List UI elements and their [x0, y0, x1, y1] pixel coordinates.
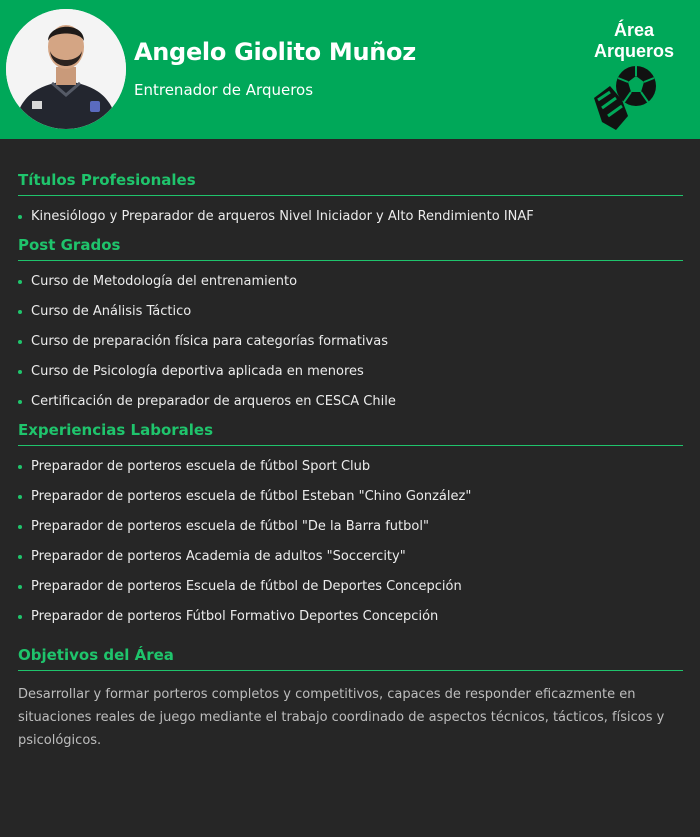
list-item: Preparador de porteros escuela de fútbol Esteban "Chino González" [18, 488, 682, 518]
objetivos-text: Desarrollar y formar porteros completos y competitivos, capaces de responder eficazmente en situaciones reales de juego mediante el trabajo coordinado de aspectos técnicos, tácticos, físicos y psicológicos. [18, 687, 665, 748]
section-title-objetivos: Objetivos del Área [18, 646, 683, 671]
list-titulos [18, 208, 682, 238]
area-title-line2: Arqueros [593, 41, 674, 61]
list-item: Curso de Psicología deportiva aplicada en menores [18, 363, 682, 393]
goalkeeper-glove-ball-icon [588, 62, 660, 134]
list-item: Curso de Metodología del entrenamiento [18, 273, 682, 303]
list-item: Curso de Análisis Táctico [18, 303, 682, 333]
area-title-line1: Área [613, 20, 655, 40]
profile-content [0, 171, 700, 752]
list-item: Preparador de porteros Fútbol Formativo Deportes Concepción [18, 608, 682, 638]
list-item: Curso de preparación física para categorías formativas [18, 333, 682, 363]
list-item: Preparador de porteros escuela de fútbol "De la Barra futbol" [18, 518, 682, 548]
coach-portrait-icon [6, 9, 126, 129]
area-title [584, 20, 684, 62]
section-objetivos [18, 646, 682, 752]
list-item: Preparador de porteros escuela de fútbol Sport Club [18, 458, 682, 488]
section-title-experiencias: Experiencias Laborales [18, 421, 683, 446]
coach-role: Entrenador de Arqueros [134, 81, 314, 99]
list-item: Preparador de porteros Escuela de fútbol de Deportes Concepción [18, 578, 682, 608]
list-item: Preparador de porteros Academia de adultos "Soccercity" [18, 548, 682, 578]
section-title-titulos: Títulos Profesionales [18, 171, 683, 196]
list-postgrados [18, 273, 682, 423]
list-experiencias [18, 458, 682, 638]
coach-name: Angelo Giolito Muñoz [134, 38, 416, 66]
section-title-postgrados: Post Grados [18, 236, 683, 261]
list-item: Certificación de preparador de arqueros en CESCA Chile [18, 393, 682, 423]
list-item: Kinesiólogo y Preparador de arqueros Nivel Iniciador y Alto Rendimiento INAF [18, 208, 682, 238]
profile-header [0, 0, 700, 139]
section-titulos [18, 171, 682, 238]
section-postgrados [18, 236, 682, 423]
section-experiencias [18, 421, 682, 638]
